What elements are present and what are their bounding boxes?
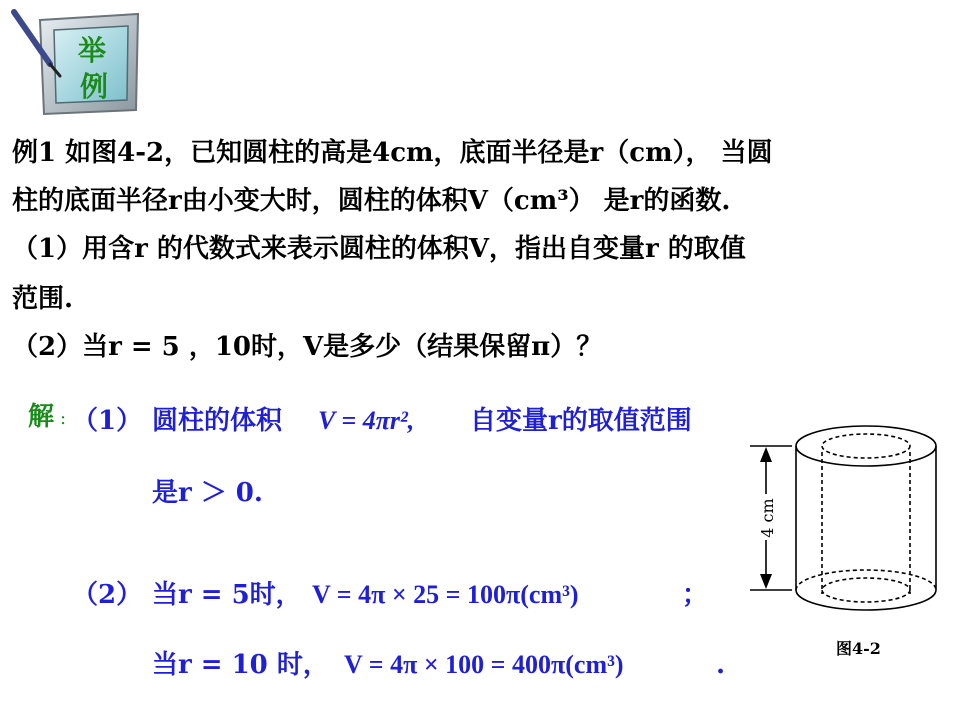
part1-formula: V = 4πr², (318, 406, 415, 435)
solution-label: 解 (28, 402, 55, 432)
solution-colon: : (60, 408, 67, 429)
part1-line2: 是r ＞ 0. (152, 478, 263, 508)
problem-line-1: 例1 如图4-2，已知圆柱的高是4cm，底面半径是r（cm）， 当圆 (12, 138, 773, 168)
part3-text: 当r = 10 时， (152, 650, 329, 680)
badge-char-1: 举 (77, 34, 107, 67)
badge-char-2: 例 (79, 70, 109, 103)
problem-line-2: 柱的底面半径r由小变大时，圆柱的体积V（cm³） 是r的函数. (12, 186, 731, 216)
part2-text: 当r = 5时， (152, 580, 302, 610)
problem-line-5: （2）当r = 5 ，10时，V是多少（结果保留π）？ (12, 332, 603, 362)
part1-number: （1） (72, 406, 143, 436)
part1-text-b: 自变量r的取值范围 (470, 406, 692, 436)
part1-text-a: 圆柱的体积 (152, 406, 283, 436)
part3-formula: V = 4π × 100 = 400π(cm³) (344, 650, 624, 679)
problem-line-3: （1）用含r 的代数式来表示圆柱的体积V，指出自变量r 的取值 (12, 234, 746, 264)
example-badge-icon (10, 6, 145, 118)
problem-line-4: 范围. (12, 284, 74, 314)
cylinder-figure (730, 418, 952, 618)
part2-number: （2） (72, 580, 143, 610)
figure-caption: 图4-2 (836, 639, 881, 658)
part2-end: ； (682, 580, 709, 610)
part3-end: . (716, 650, 726, 680)
height-label: 4 cm (758, 498, 777, 538)
part2-formula: V = 4π × 25 = 100π(cm³) (312, 580, 579, 609)
